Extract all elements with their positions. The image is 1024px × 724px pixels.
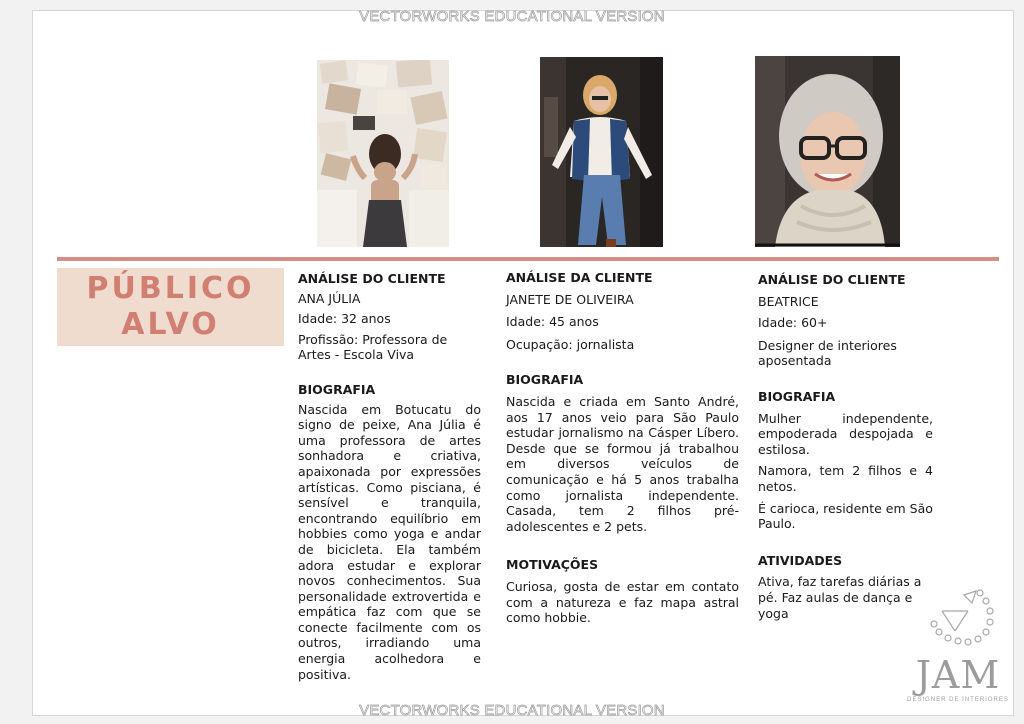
bio-text-3: É carioca, residente em São Paulo. [758,500,933,532]
photo-beatrice [755,56,900,247]
watermark-top: VECTORWORKS EDUCATIONAL VERSION [359,8,665,25]
client-name: BEATRICE [758,293,819,309]
client-occupation: Profissão: Professora de Artes - Escola Viva [298,331,448,363]
client-heading: ANÁLISE DA CLIENTE [506,270,653,285]
client-column-beatrice [758,272,933,621]
bio-heading: BIOGRAFIA [758,388,836,404]
title-line-1: PÚBLICO [86,271,255,306]
activities-text: Ativa, faz tarefas diárias a pé. Faz aulas de dança e yoga [758,574,922,621]
client-age: Idade: 60+ [758,315,828,331]
photo-janete [540,57,663,247]
bio-text: Nascida em Botucatu do signo de peixe, Ana Júlia é uma professora de artes sonhadora e criativa, apaixonada por expressões artísticas. Como pisciana, é sensível e tranquila, encontrando equilíbrio em hobbies como yoga e andar de bicicleta. Ela também adora estudar e explorar novos conhecimentos. Sua personalidade extrovertida e empática faz com que se conecte facilmente com os outros, irradiando uma energia acolhedora e positiva. [298,401,481,682]
title-box [57,268,284,346]
title-line-2: ALVO [121,307,220,342]
watermark-bottom: VECTORWORKS EDUCATIONAL VERSION [359,702,665,719]
client-age: Idade: 45 anos [506,314,599,330]
bio-text-1: Mulher independente, empoderada despojada e estilosa. [758,410,933,457]
jam-logo-icon [906,585,1010,655]
motivations-text: Curiosa, gosta de estar em contato com a natureza e faz mapa astral como hobbie. [506,578,739,626]
client-name: JANETE DE OLIVEIRA [506,291,634,307]
client-occupation: Ocupação: jornalista [506,336,635,352]
client-column-janete [506,270,739,626]
client-occupation: Designer de interiores aposentada [758,337,897,369]
divider-rule [57,257,999,261]
logo-text: JAM [915,653,1001,697]
client-age: Idade: 32 anos [298,311,391,327]
client-name: ANA JÚLIA [298,290,361,306]
client-column-ana [298,271,481,682]
bio-heading: BIOGRAFIA [506,372,584,388]
photo-ana-julia [317,60,449,247]
bio-text: Nascida e criada em Santo André, aos 17 anos veio para São Paulo estudar jornalismo na Cásper Líbero. Desde que se formou já trabalhou em diversos veículos de comunicação e há 5 anos trabalha como jornalista independente. Casada, tem 2 filhos pré-adolescentes e 2 pets. [506,393,739,534]
motivations-heading: MOTIVAÇÕES [506,557,599,573]
activities-heading: ATIVIDADES [758,552,843,568]
logo-subtitle: DESIGNER DE INTERIORES [907,697,1009,703]
bio-text-2: Namora, tem 2 filhos e 4 netos. [758,463,933,494]
client-heading: ANÁLISE DO CLIENTE [758,272,906,287]
bio-heading: BIOGRAFIA [298,381,376,397]
client-heading: ANÁLISE DO CLIENTE [298,271,446,286]
